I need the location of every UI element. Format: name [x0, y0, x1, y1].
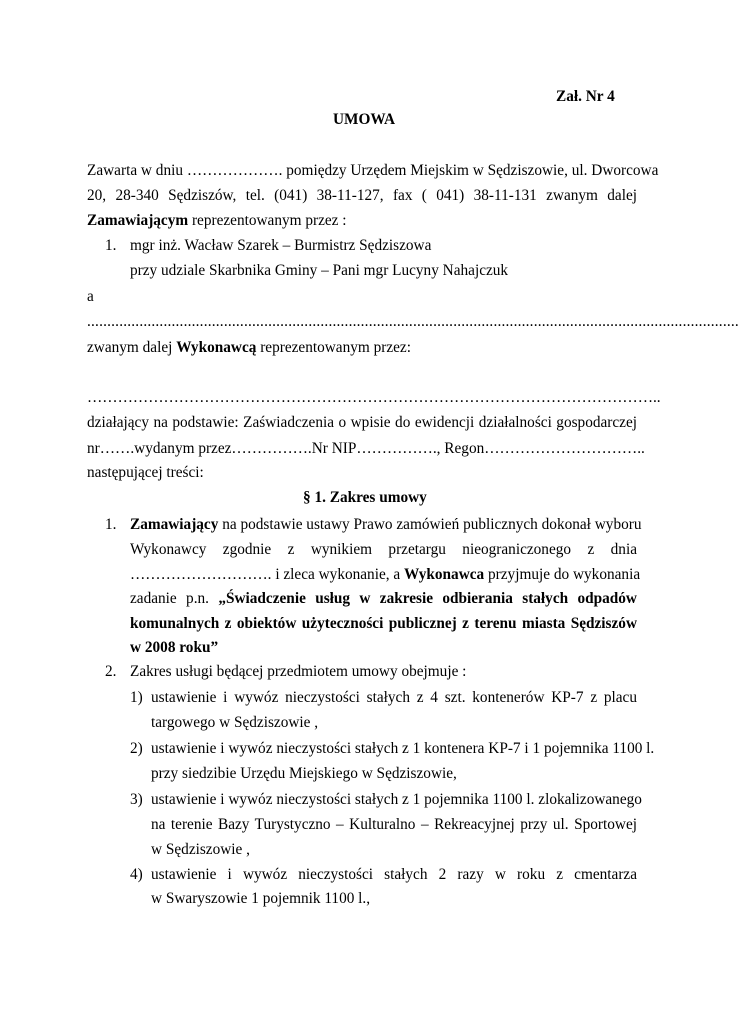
representative-number: 1. — [105, 237, 117, 254]
list-item-line: przy siedzibie Urzędu Miejskiego w Sędziszowie, — [151, 765, 457, 782]
paragraph-1-line-1 — [130, 515, 642, 535]
intro-line-2: 20, 28-340 Sędziszów, tel. (041) 38-11-127, fax ( 041) 38-11-131 zwanym dalej — [87, 187, 637, 204]
paragraph-1-line-4 — [130, 589, 637, 609]
paragraph-1-number: 1. — [105, 516, 117, 533]
attachment-label: Zał. Nr 4 — [556, 88, 615, 105]
basis-line-3: następującej treści: — [87, 464, 204, 481]
list-item-number: 2) — [130, 740, 143, 757]
task-name-part-1: „Świadczenie usług w zakresie odbierania stałych odpadów — [218, 590, 637, 607]
list-item-line: ustawienie i wywóz nieczystości stałych z 1 pojemnika 1100 l. zlokalizowanego — [151, 791, 642, 808]
basis-line-2: nr…….wydanym przez…………….Nr NIP……………., Regon………………………….. — [87, 440, 645, 457]
paragraph-2-number: 2. — [105, 663, 117, 680]
paragraph-1-line-3-bold: Wykonawca — [404, 566, 485, 583]
paragraph-1-bold-start: Zamawiający — [130, 516, 219, 533]
paragraph-1-line-4-pre: zadanie p.n. — [130, 590, 219, 607]
contractor-dotted-line-2: ………………………………………………………………………………………………….. — [87, 389, 661, 406]
task-name-part-2: komunalnych z obiektów użyteczności publicznej z terenu miasta Sędziszów — [130, 615, 637, 632]
paragraph-1-line-3-post: przyjmuje do wykonania — [484, 566, 641, 583]
paragraph-1-line-2: Wykonawcy zgodnie z wynikiem przetargu nieograniczonego z dnia — [130, 541, 637, 558]
list-item-number: 4) — [130, 866, 143, 883]
intro-line-3 — [87, 211, 347, 231]
contractor-dotted-line: .................................................................................................................................................................. — [87, 313, 739, 330]
intro-line-1: Zawarta w dniu ………………. pomiędzy Urzędem Miejskim w Sędziszowie, ul. Dworcowa — [87, 162, 659, 179]
list-item-line: w Swaryszowie 1 pojemnik 1100 l., — [151, 890, 371, 907]
task-name-part-3: w 2008 roku” — [130, 639, 219, 656]
paragraph-1-line-3 — [130, 565, 641, 585]
list-item-number: 3) — [130, 791, 143, 808]
document-title: UMOWA — [333, 111, 396, 128]
intro-line-3-rest: reprezentowanym przez : — [188, 212, 347, 229]
representative-cosign: przy udziale Skarbnika Gminy – Pani mgr Lucyny Nahajczuk — [130, 262, 509, 279]
contractor-pre: zwanym dalej — [87, 339, 177, 356]
party-name-wykonawca: Wykonawcą — [176, 339, 257, 356]
paragraph-1-line-1-rest: na podstawie ustawy Prawo zamówień publicznych dokonał wyboru — [218, 516, 642, 533]
list-item-line: ustawienie i wywóz nieczystości stałych z 1 kontenera KP-7 i 1 pojemnika 1100 l. — [151, 740, 655, 757]
contractor-post: reprezentowanym przez: — [256, 339, 411, 356]
paragraph-1-line-3-pre: ………………………. i zleca wykonanie, a — [130, 566, 405, 583]
list-item-line: ustawienie i wywóz nieczystości stałych 2 razy w roku z cmentarza — [151, 866, 637, 883]
basis-line-1: działający na podstawie: Zaświadczenia o wpisie do ewidencji działalności gospodarczej — [87, 414, 637, 431]
contractor-line — [87, 338, 411, 358]
list-item-line: ustawienie i wywóz nieczystości stałych z 4 szt. kontenerów KP-7 z placu — [151, 689, 637, 706]
list-item-number: 1) — [130, 689, 143, 706]
paragraph-2-text: Zakres usługi będącej przedmiotem umowy obejmuje : — [130, 663, 467, 680]
list-item-line: w Sędziszowie , — [151, 841, 250, 858]
conjunction: a — [87, 288, 94, 305]
party-name-zamawiajacy: Zamawiającym — [87, 212, 189, 229]
list-item-line: targowego w Sędziszowie , — [151, 714, 319, 731]
list-item-line: na terenie Bazy Turystyczno – Kulturalno – Rekreacyjnej przy ul. Sportowej — [151, 816, 637, 833]
representative-text: mgr inż. Wacław Szarek – Burmistrz Sędziszowa — [130, 237, 432, 254]
section-heading: § 1. Zakres umowy — [303, 489, 427, 506]
